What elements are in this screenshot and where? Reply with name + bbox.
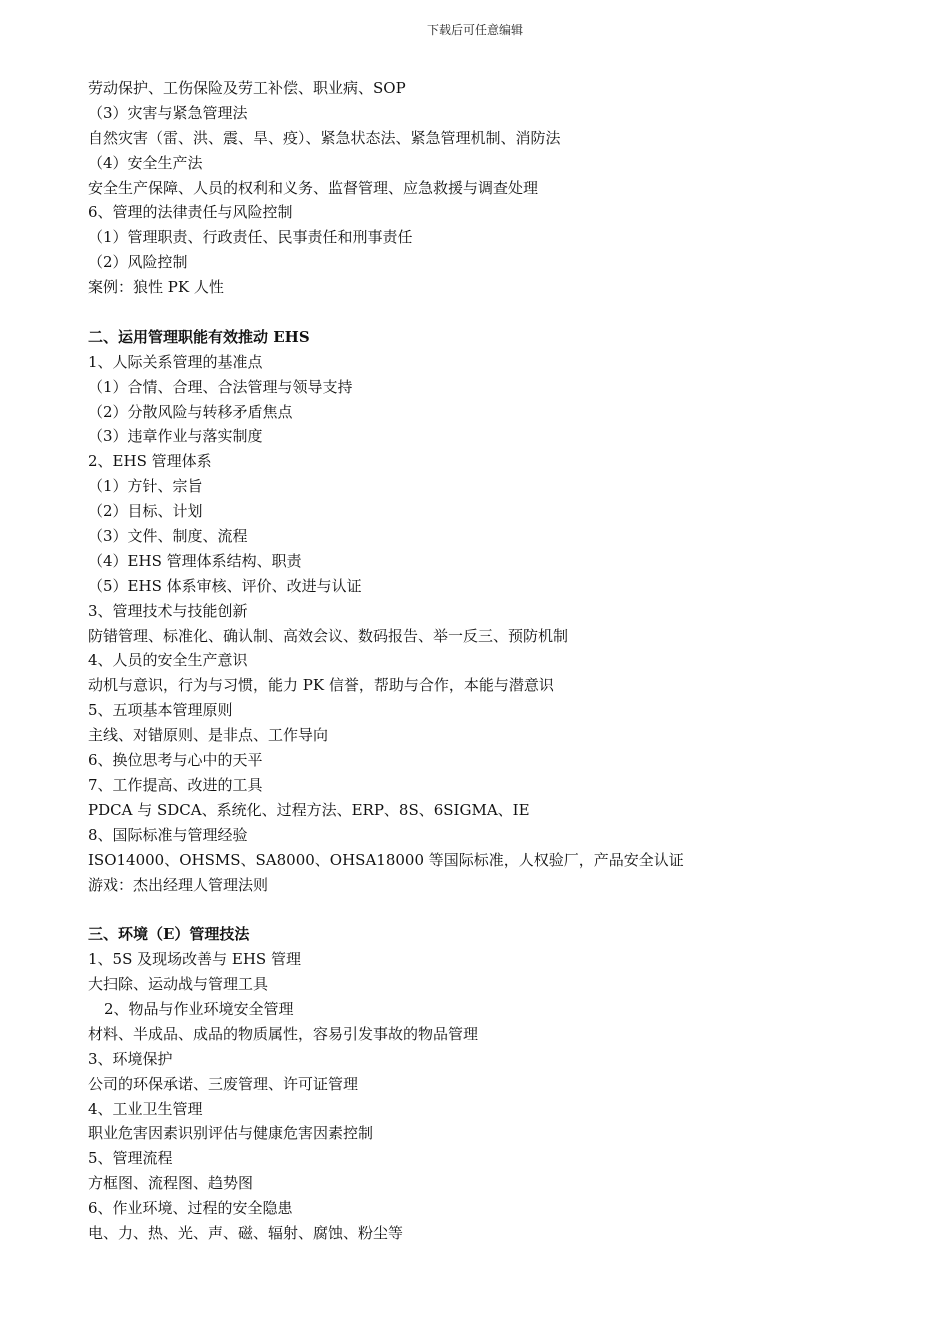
text-line: 大扫除、运动战与管理工具: [88, 975, 269, 994]
text-line: （4）EHS 管理体系结构、职责: [88, 551, 302, 570]
text-line: 6、作业环境、过程的安全隐患: [88, 1199, 293, 1218]
text-line: （2）目标、计划: [88, 502, 203, 521]
text-line: （4）安全生产法: [88, 153, 203, 172]
text-line: 自然灾害（雷、洪、震、旱、疫）、紧急状态法、紧急管理机制、消防法: [88, 128, 561, 147]
text-line: 电、力、热、光、声、磁、辐射、腐蚀、粉尘等: [88, 1223, 404, 1242]
text-line: 游戏：杰出经理人管理法则: [88, 875, 269, 894]
text-line: （3）灾害与紧急管理法: [88, 103, 248, 122]
text-line: 8、国际标准与管理经验: [88, 825, 248, 844]
text-line: 5、管理流程: [88, 1149, 173, 1168]
text-line: （3）文件、制度、流程: [88, 527, 248, 546]
blank-line: [88, 897, 888, 922]
blank-line: [88, 300, 888, 325]
text-line: 防错管理、标准化、确认制、高效会议、数码报告、举一反三、预防机制: [88, 626, 569, 645]
text-line: PDCA 与 SDCA、系统化、过程方法、ERP、8S、6SIGMA、IE: [88, 800, 530, 819]
text-line: 案例：狼性 PK 人性: [88, 278, 224, 297]
section-heading: 二、运用管理职能有效推动 EHS: [88, 327, 310, 346]
text-line: ISO14000、OHSMS、SA8000、OHSA18000 等国际标准，人权验厂，产品安全认证: [88, 850, 684, 869]
text-line: 1、人际关系管理的基准点: [88, 352, 263, 371]
text-line: 公司的环保承诺、三废管理、许可证管理: [88, 1074, 359, 1093]
text-line: 4、工业卫生管理: [88, 1099, 203, 1118]
text-line: 动机与意识，行为与习惯，能力 PK 信誉，帮助与合作，本能与潜意识: [88, 676, 554, 695]
text-line: 3、管理技术与技能创新: [88, 601, 248, 620]
text-line: （1）合情、合理、合法管理与领导支持: [88, 377, 353, 396]
text-line: 方框图、流程图、趋势图: [88, 1174, 254, 1193]
text-line: （3）违章作业与落实制度: [88, 427, 263, 446]
text-line: （5）EHS 体系审核、评价、改进与认证: [88, 576, 362, 595]
page-header: 下载后可任意编辑: [426, 23, 523, 37]
text-line: （1）管理职责、行政责任、民事责任和刑事责任: [88, 228, 413, 247]
text-line: 6、管理的法律责任与风险控制: [88, 203, 293, 222]
text-line: 劳动保护、工伤保险及劳工补偿、职业病、SOP: [88, 79, 406, 97]
text-line: （1）方针、宗旨: [88, 477, 203, 496]
text-line: 2、物品与作业环境安全管理: [104, 999, 294, 1018]
section-heading: 三、环境（E）管理技法: [88, 925, 250, 944]
text-line: （2）分散风险与转移矛盾焦点: [88, 402, 293, 421]
text-line: 安全生产保障、人员的权利和义务、监督管理、应急救援与调查处理: [88, 178, 539, 197]
document-body: [88, 76, 888, 1246]
text-line: 6、换位思考与心中的天平: [88, 751, 263, 770]
text-line: 主线、对错原则、是非点、工作导向: [88, 726, 329, 745]
text-line: 7、工作提高、改进的工具: [88, 775, 263, 794]
text-line: （2）风险控制: [88, 253, 188, 272]
text-line: 材料、半成品、成品的物质属性，容易引发事故的物品管理: [88, 1024, 479, 1043]
text-line: 3、环境保护: [88, 1049, 173, 1068]
text-line: 1、5S 及现场改善与 EHS 管理: [88, 950, 301, 969]
text-line: 4、人员的安全生产意识: [88, 651, 248, 670]
text-line: 2、EHS 管理体系: [88, 452, 212, 471]
text-line: 5、五项基本管理原则: [88, 701, 233, 720]
text-line: 职业危害因素识别评估与健康危害因素控制: [88, 1124, 374, 1143]
